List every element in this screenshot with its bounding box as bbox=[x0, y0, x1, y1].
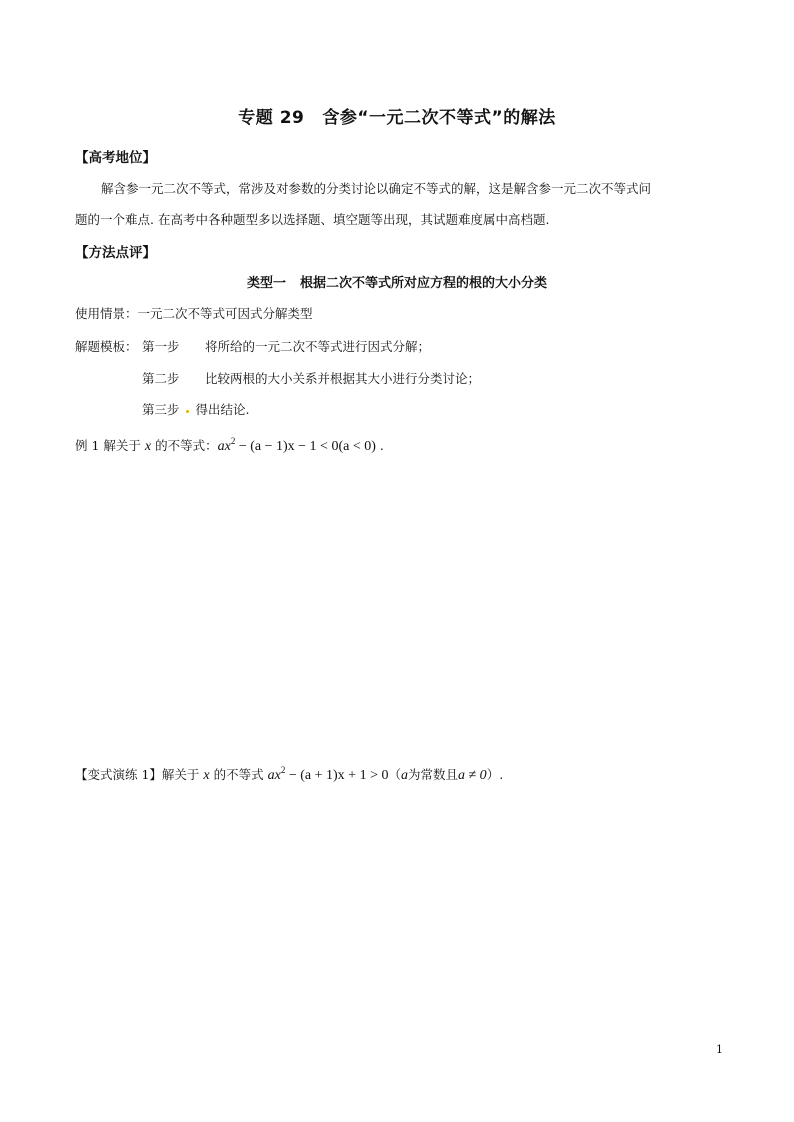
variant-1-end: . bbox=[499, 767, 504, 782]
step-3-name: 第三步 bbox=[142, 402, 180, 417]
step-1-name: 第一步 bbox=[142, 339, 180, 354]
gaokao-paragraph-line2: 题的一个难点. 在高考中各种题型多以选择题、填空题等出现，其试题难度属中高档题. bbox=[75, 212, 550, 227]
example-1-mid: 的不等式： bbox=[155, 438, 218, 453]
gaokao-paragraph-line1: 解含参一元二次不等式，常涉及对参数的分类讨论以确定不等式的解，这是解含参一元二次不等式问 bbox=[101, 181, 652, 196]
step-3-text: 得出结论. bbox=[195, 402, 250, 417]
example-1-var: x bbox=[144, 439, 152, 454]
step-2-text: 比较两根的大小关系并根据其大小进行分类讨论； bbox=[205, 371, 481, 386]
title-text: 含参“一元二次不等式”的解法 bbox=[322, 108, 556, 128]
step-3 bbox=[142, 400, 250, 418]
heading-gaokao: 【高考地位】 bbox=[75, 150, 156, 166]
step-2-name: 第二步 bbox=[142, 371, 180, 386]
variant-1-prefix: 【变式演练 1】解关于 bbox=[75, 767, 200, 782]
page-title bbox=[0, 103, 794, 128]
type-one-text: 根据二次不等式所对应方程的根的大小分类 bbox=[300, 276, 548, 291]
example-1-prefix: 例 1 解关于 bbox=[75, 438, 141, 453]
step-1-text: 将所给的一元二次不等式进行因式分解； bbox=[205, 339, 431, 354]
example-1-inequality: $ax^2 - (a - 1)x - 1 < 0(a < 0)$ bbox=[217, 436, 376, 454]
heading-method: 【方法点评】 bbox=[75, 245, 156, 261]
type-one-heading bbox=[0, 272, 794, 291]
variant-1-var: x bbox=[203, 768, 210, 783]
page-number: 1 bbox=[716, 1043, 723, 1056]
usage-line: 使用情景：一元二次不等式可因式分解类型 bbox=[75, 306, 313, 321]
highlight-dot-icon bbox=[186, 410, 189, 413]
title-number: 专题 29 bbox=[238, 108, 305, 128]
example-1 bbox=[75, 436, 384, 455]
variant-1-note: （a为常数且a ≠ 0） bbox=[388, 767, 500, 783]
type-one-label: 类型一 bbox=[246, 276, 286, 291]
variant-1-mid: 的不等式 bbox=[213, 767, 264, 782]
template-label: 解题模板： bbox=[75, 339, 138, 354]
variant-exercise-1 bbox=[75, 765, 503, 784]
variant-1-inequality: $ax^2 - (a + 1)x + 1 > 0$ bbox=[267, 765, 389, 783]
example-1-end: . bbox=[375, 438, 384, 453]
